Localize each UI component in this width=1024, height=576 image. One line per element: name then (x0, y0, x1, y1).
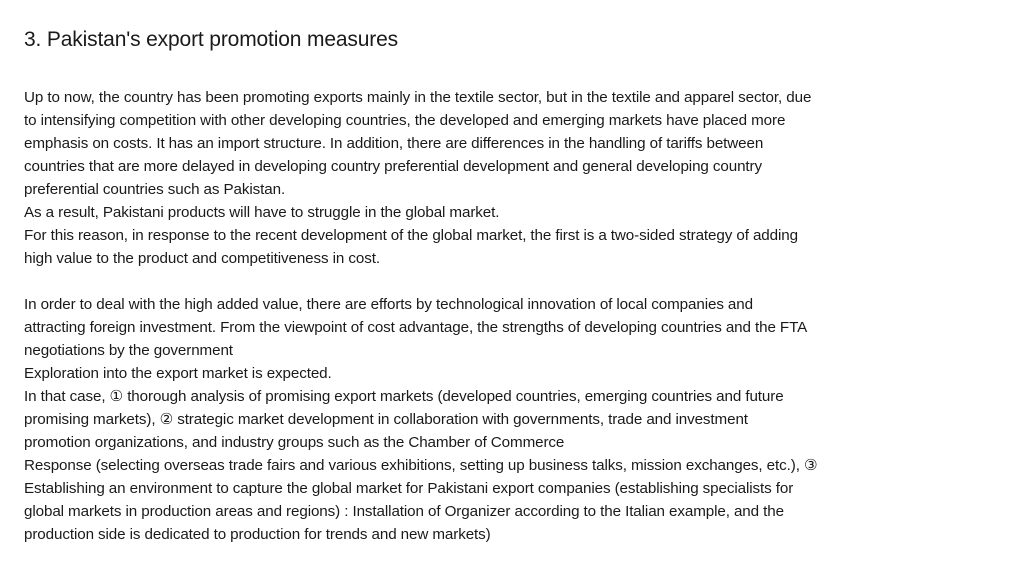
text-line: For this reason, in response to the recent development of the global market, the first is a two-sided strategy of adding (24, 227, 798, 244)
text-line: As a result, Pakistani products will have to struggle in the global market. (24, 204, 500, 221)
text-line: attracting foreign investment. From the viewpoint of cost advantage, the strengths of developing countries and the FTA (24, 319, 808, 336)
text-line: production side is dedicated to production for trends and new markets) (24, 526, 491, 543)
text-line: countries that are more delayed in developing country preferential development and general developing country (24, 158, 762, 175)
text-line: Up to now, the country has been promoting exports mainly in the textile sector, but in the textile and apparel sector, due (24, 89, 812, 106)
slide-body (24, 86, 1014, 546)
text-line: negotiations by the government (24, 342, 233, 359)
text-line: In order to deal with the high added value, there are efforts by technological innovation of local companies and (24, 296, 753, 313)
text-line: emphasis on costs. It has an import structure. In addition, there are differences in the handling of tariffs between (24, 135, 764, 152)
text-line: promotion organizations, and industry groups such as the Chamber of Commerce (24, 434, 565, 451)
text-line: Establishing an environment to capture the global market for Pakistani export companies (establishing specialists for (24, 480, 794, 497)
text-line: preferential countries such as Pakistan. (24, 181, 286, 198)
paragraph-gap (24, 270, 1014, 293)
text-line: high value to the product and competitiveness in cost. (24, 250, 380, 267)
text-line: to intensifying competition with other developing countries, the developed and emerging markets have placed more (24, 112, 786, 129)
text-line: In that case, ① thorough analysis of promising export markets (developed countries, emerging countries and future (24, 388, 784, 405)
slide-title: 3. Pakistan's export promotion measures (24, 28, 399, 51)
text-line: global markets in production areas and regions) : Installation of Organizer according to the Italian example, and the (24, 503, 784, 520)
text-line: Exploration into the export market is expected. (24, 365, 332, 382)
text-line: Response (selecting overseas trade fairs and various exhibitions, setting up business talks, mission exchanges, etc.), ③ (24, 457, 818, 474)
text-line: promising markets), ② strategic market development in collaboration with governments, trade and investment (24, 411, 748, 428)
